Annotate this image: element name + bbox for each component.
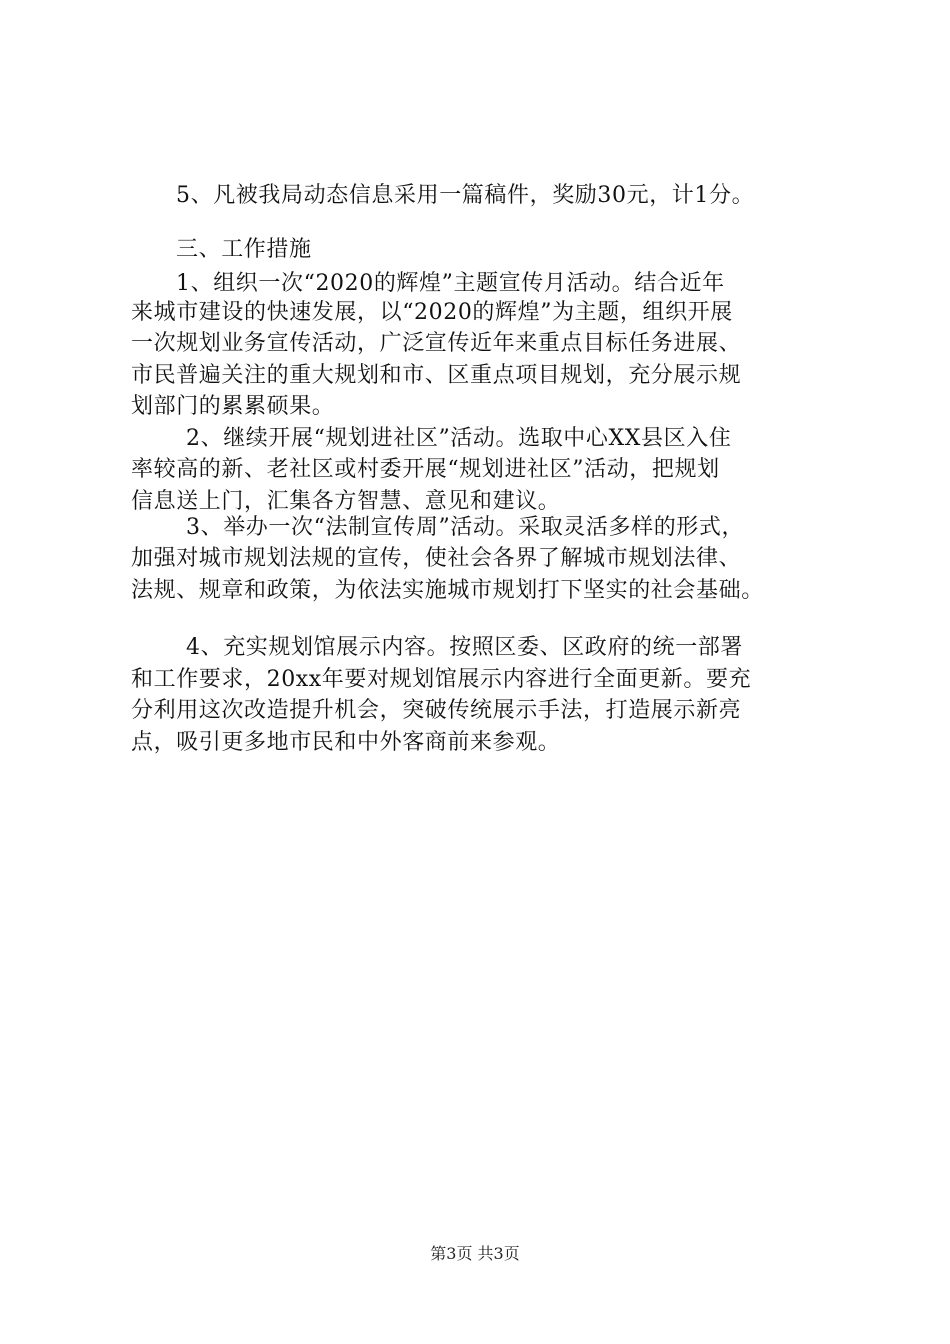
paragraph-line: 2、继续开展“规划进社区”活动。选取中心XX县区入住 — [186, 426, 732, 451]
paragraph-line: 和工作要求，20xx年要对规划馆展示内容进行全面更新。要充 — [131, 667, 752, 692]
paragraph-line: 4、充实规划馆展示内容。按照区委、区政府的统一部署 — [186, 635, 743, 660]
paragraph-line: 3、举办一次“法制宣传周”活动。采取灵活多样的形式， — [186, 515, 745, 540]
paragraph-line: 分利用这次改造提升机会，突破传统展示手法，打造展示新亮 — [131, 698, 742, 723]
paragraph-line: 加强对城市规划法规的宣传，使社会各界了解城市规划法律、 — [131, 546, 742, 571]
paragraph-line: 率较高的新、老社区或村委开展“规划进社区”活动，把规划 — [131, 457, 720, 482]
paragraph-line: 来城市建设的快速发展，以“2020的辉煌”为主题，组织开展 — [131, 300, 733, 325]
paragraph-line: 1、组织一次“2020的辉煌”主题宣传月活动。结合近年 — [176, 271, 725, 296]
paragraph-line: 划部门的累累硕果。 — [131, 394, 335, 419]
paragraph-line: 一次规划业务宣传活动，广泛宣传近年来重点目标任务进展、 — [131, 331, 742, 356]
paragraph-line: 信息送上门，汇集各方智慧、意见和建议。 — [131, 489, 561, 514]
paragraph-line: 市民普遍关注的重大规划和市、区重点项目规划，充分展示规 — [131, 363, 742, 388]
paragraph-line: 法规、规章和政策，为依法实施城市规划打下坚实的社会基础。 — [131, 578, 764, 603]
section-heading: 三、工作措施 — [176, 237, 312, 262]
paragraph-line: 点，吸引更多地市民和中外客商前来参观。 — [131, 730, 561, 755]
page-footer: 第3页 共3页 — [430, 1244, 520, 1263]
item-5-text: 5、凡被我局动态信息采用一篇稿件，奖励30元，计1分。 — [176, 183, 755, 208]
